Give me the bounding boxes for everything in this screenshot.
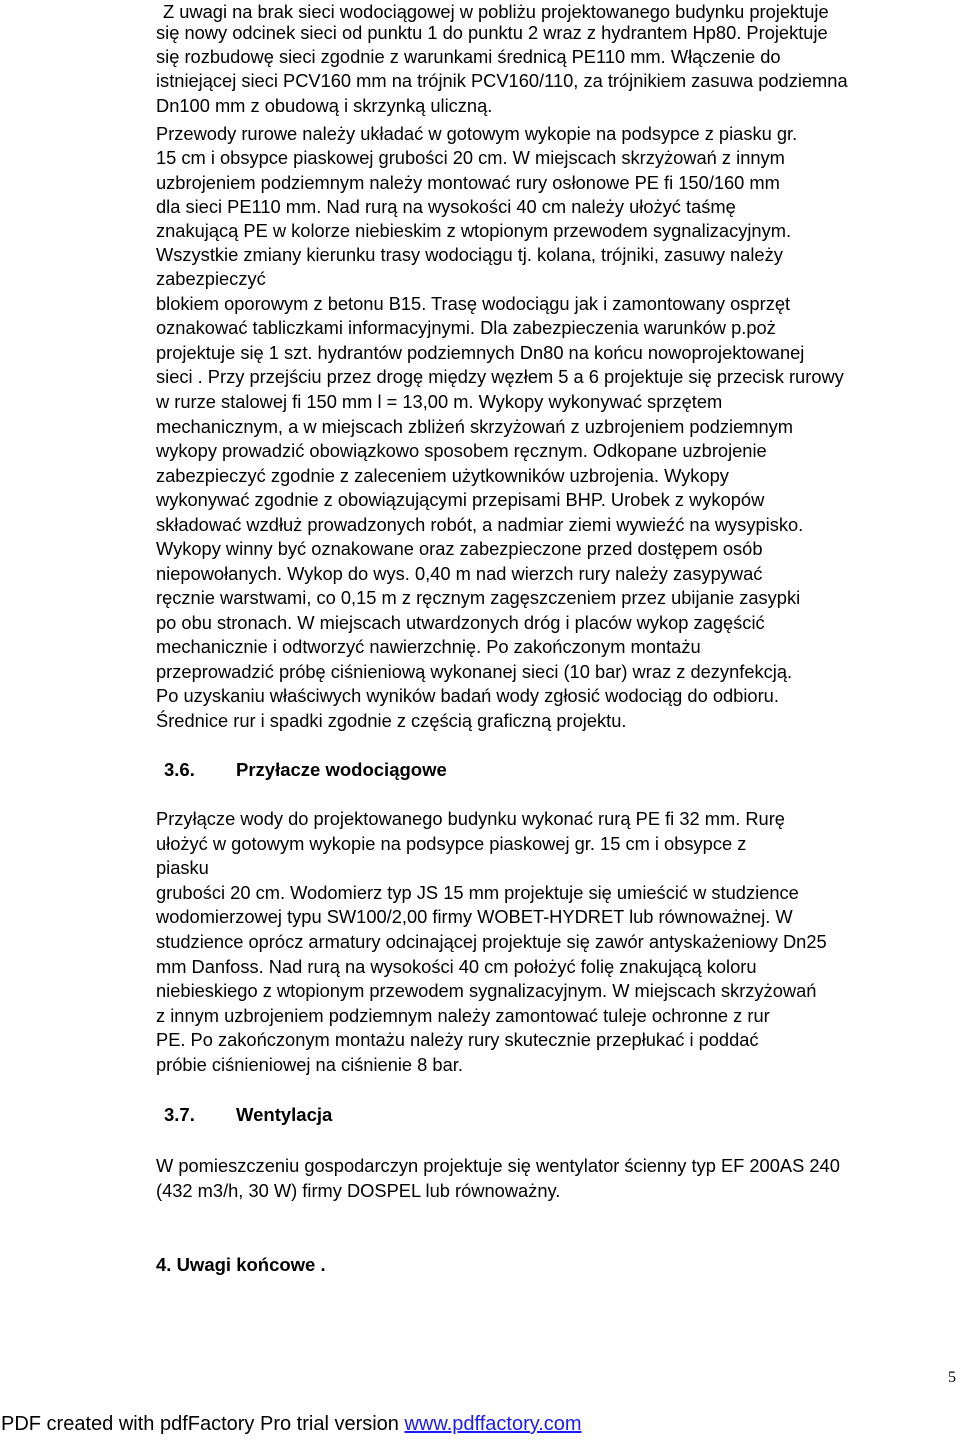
text-line: zabezpieczyć zgodnie z zaleceniem użytkowników uzbrojenia. Wykopy <box>156 465 729 486</box>
text-line: Wykopy winny być oznakowane oraz zabezpieczone przed dostępem osób <box>156 538 763 559</box>
section-title: Przyłacze wodociągowe <box>236 759 447 780</box>
text-line: się nowy odcinek sieci od punktu 1 do punktu 2 wraz z hydrantem Hp80. Projektuje <box>156 22 828 43</box>
text-line: się rozbudowę sieci zgodnie z warunkami średnicą PE110 mm. Włączenie do <box>156 46 781 67</box>
text-line: istniejącej sieci PCV160 mm na trójnik PCV160/110, za trójnikiem zasuwa podziemna <box>156 70 848 91</box>
text-line: Z uwagi na brak sieci wodociągowej w pobliżu projektowanego budynku projektuje <box>163 1 829 22</box>
text-line: mechanicznie i odtworzyć nawierzchnię. Po zakończonym montażu <box>156 636 701 657</box>
text-line: oznakować tabliczkami informacyjnymi. Dla zabezpieczenia warunków p.poż <box>156 317 776 338</box>
pdf-footer <box>1 1413 582 1436</box>
section-title: Wentylacja <box>236 1104 333 1125</box>
text-line: blokiem oporowym z betonu B15. Trasę wodociągu jak i zamontowany osprzęt <box>156 293 791 314</box>
text-line: Średnice rur i spadki zgodnie z częścią graficzną projektu. <box>156 710 627 731</box>
text-line: wodomierzowej typu SW100/2,00 firmy WOBET-HYDRET lub równoważnej. W <box>156 906 793 927</box>
text-line: po obu stronach. W miejscach utwardzonych dróg i placów wykop zagęścić <box>156 612 765 633</box>
text-line: Przyłącze wody do projektowanego budynku wykonać rurą PE fi 32 mm. Rurę <box>156 808 785 829</box>
text-line: Przewody rurowe należy układać w gotowym wykopie na podsypce z piasku gr. <box>156 123 798 144</box>
text-line: PE. Po zakończonym montażu należy rury skutecznie przepłukać i poddać <box>156 1029 759 1050</box>
text-line: piasku <box>156 857 209 878</box>
section-title: 4. Uwagi końcowe . <box>156 1254 326 1275</box>
text-line: wykopy prowadzić obowiązkowo sposobem ręcznym. Odkopane uzbrojenie <box>156 440 767 461</box>
text-line: w rurze stalowej fi 150 mm l = 13,00 m. Wykopy wykonywać sprzętem <box>156 391 723 412</box>
text-line: mechanicznym, a w miejscach zbliżeń skrzyżowań z uzbrojeniem podziemnym <box>156 416 794 437</box>
text-line: dla sieci PE110 mm. Nad rurą na wysokości 40 cm należy ułożyć taśmę <box>156 196 736 217</box>
text-line: W pomieszczeniu gospodarczyn projektuje się wentylator ścienny typ EF 200AS 240 <box>156 1155 840 1176</box>
text-line: Wszystkie zmiany kierunku trasy wodociągu tj. kolana, trójniki, zasuwy należy <box>156 244 783 265</box>
section-heading-4 <box>156 1254 326 1276</box>
section-number: 3.6. <box>164 759 195 780</box>
footer-link[interactable]: www.pdffactory.com <box>404 1413 582 1435</box>
footer-text: PDF created with pdfFactory Pro trial version <box>1 1413 405 1435</box>
text-line: znakującą PE w kolorze niebieskim z wtopionym przewodem sygnalizacyjnym. <box>156 220 792 241</box>
text-line: ręcznie warstwami, co 0,15 m z ręcznym zagęszczeniem przez ubijanie zasypki <box>156 587 801 608</box>
text-line: składować wzdłuż prowadzonych robót, a nadmiar ziemi wywieźć na wysypisko. <box>156 514 804 535</box>
text-line: niepowołanych. Wykop do wys. 0,40 m nad wierzch rury należy zasypywać <box>156 563 763 584</box>
text-line: studzience oprócz armatury odcinającej projektuje się zawór antyskażeniowy Dn25 <box>156 931 827 952</box>
section-number: 3.7. <box>164 1104 195 1125</box>
text-line: 15 cm i obsypce piaskowej grubości 20 cm. W miejscach skrzyżowań z innym <box>156 147 785 168</box>
text-line: sieci . Przy przejściu przez drogę między węzłem 5 a 6 projektuje się przecisk rurowy <box>156 366 844 387</box>
text-line: niebieskiego z wtopionym przewodem sygnalizacyjnym. W miejscach skrzyżowań <box>156 980 817 1001</box>
text-line: mm Danfoss. Nad rurą na wysokości 40 cm położyć folię znakującą koloru <box>156 956 757 977</box>
text-line: Dn100 mm z obudową i skrzynką uliczną. <box>156 95 493 116</box>
text-line: projektuje się 1 szt. hydrantów podziemnych Dn80 na końcu nowoprojektowanej <box>156 342 805 363</box>
text-line: (432 m3/h, 30 W) firmy DOSPEL lub równoważny. <box>156 1180 561 1201</box>
text-line: grubości 20 cm. Wodomierz typ JS 15 mm projektuje się umieścić w studzience <box>156 882 799 903</box>
text-line: z innym uzbrojeniem podziemnym należy zamontować tuleje ochronne z rur <box>156 1005 770 1026</box>
text-line: przeprowadzić próbę ciśnieniową wykonanej sieci (10 bar) wraz z dezynfekcją. <box>156 661 793 682</box>
text-line: Po uzyskaniu właściwych wyników badań wody zgłosić wodociąg do odbioru. <box>156 685 779 706</box>
text-line: wykonywać zgodnie z obowiązującymi przepisami BHP. Urobek z wykopów <box>156 489 765 510</box>
page-number: 5 <box>948 1369 956 1386</box>
text-line: zabezpieczyć <box>156 268 266 289</box>
text-line: ułożyć w gotowym wykopie na podsypce piaskowej gr. 15 cm i obsypce z <box>156 833 747 854</box>
text-line: uzbrojeniem podziemnym należy montować rury osłonowe PE fi 150/160 mm <box>156 172 780 193</box>
text-line: próbie ciśnieniowej na ciśnienie 8 bar. <box>156 1054 463 1075</box>
